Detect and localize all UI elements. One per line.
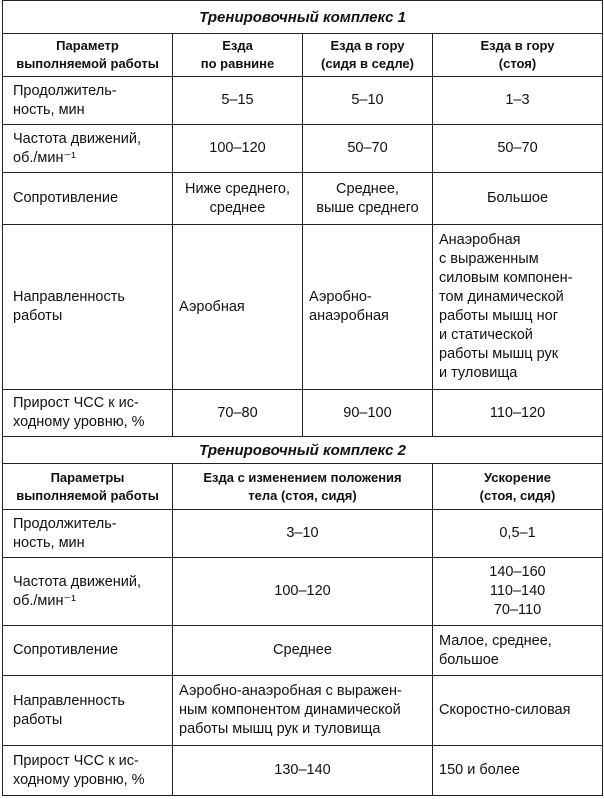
row-label: Прирост ЧСС к ис- ходному уровню, % [3,390,173,437]
cell-value: 0,5–1 [433,510,603,558]
header-acceleration: Ускорение (стоя, сидя) [433,464,603,510]
section1-header-row [3,34,603,77]
cell-value: 140–160 110–140 70–110 [433,558,603,626]
table-row [3,390,603,437]
cell-value: 110–120 [433,390,603,437]
row-label: Сопротивление [3,173,173,225]
section1-title: Тренировочный комплекс 1 [3,1,603,34]
cell-value: Аэробно- анаэробная [303,225,433,390]
row-label: Продолжитель- ность, мин [3,77,173,125]
header-param: Параметры выполняемой работы [3,464,173,510]
row-label: Частота движений, об./мин⁻¹ [3,558,173,626]
cell-value: 5–10 [303,77,433,125]
header-param: Параметр выполняемой работы [3,34,173,77]
cell-value: 1–3 [433,77,603,125]
cell-value: Аэробная [173,225,303,390]
table-row [3,676,603,746]
cell-value: Скоростно-силовая [433,676,603,746]
table-row [3,173,603,225]
table-row [3,626,603,676]
cell-value: 150 и более [433,746,603,796]
header-position-change: Езда с изменением положения тела (стоя, сидя) [173,464,433,510]
table-row [3,225,603,390]
table-row [3,510,603,558]
cell-value: 70–80 [173,390,303,437]
cell-value: Аэробно-анаэробная с выражен- ным компонентом динамической работы мышц рук и туловища [173,676,433,746]
cell-value: 100–120 [173,125,303,173]
cell-value: 50–70 [433,125,603,173]
cell-value: Большое [433,173,603,225]
cell-value: 3–10 [173,510,433,558]
cell-value: 100–120 [173,558,433,626]
section1-title-row [3,1,603,34]
header-flat: Езда по равнине [173,34,303,77]
row-label: Прирост ЧСС к ис- ходному уровню, % [3,746,173,796]
header-uphill-stand: Езда в гору (стоя) [433,34,603,77]
cell-value: 90–100 [303,390,433,437]
table-row [3,77,603,125]
section2-header-row [3,464,603,510]
row-label: Частота движений, об./мин⁻¹ [3,125,173,173]
section2-title-row [3,437,603,464]
cell-value: Ниже среднего, среднее [173,173,303,225]
cell-value: 5–15 [173,77,303,125]
table-row [3,746,603,796]
training-table [2,0,603,796]
section2-title: Тренировочный комплекс 2 [3,437,603,464]
table-row [3,558,603,626]
cell-value: 130–140 [173,746,433,796]
row-label: Сопротивление [3,626,173,676]
cell-value: Среднее, выше среднего [303,173,433,225]
cell-value: Среднее [173,626,433,676]
header-uphill-sit: Езда в гору (сидя в седле) [303,34,433,77]
row-label: Продолжитель- ность, мин [3,510,173,558]
cell-value: 50–70 [303,125,433,173]
row-label: Направленность работы [3,676,173,746]
row-label: Направленность работы [3,225,173,390]
cell-value: Анаэробная с выраженным силовым компонен- том динамической работы мышц ног и статической работы мышц рук и туловища [433,225,603,390]
table-row [3,125,603,173]
cell-value: Малое, среднее, большое [433,626,603,676]
